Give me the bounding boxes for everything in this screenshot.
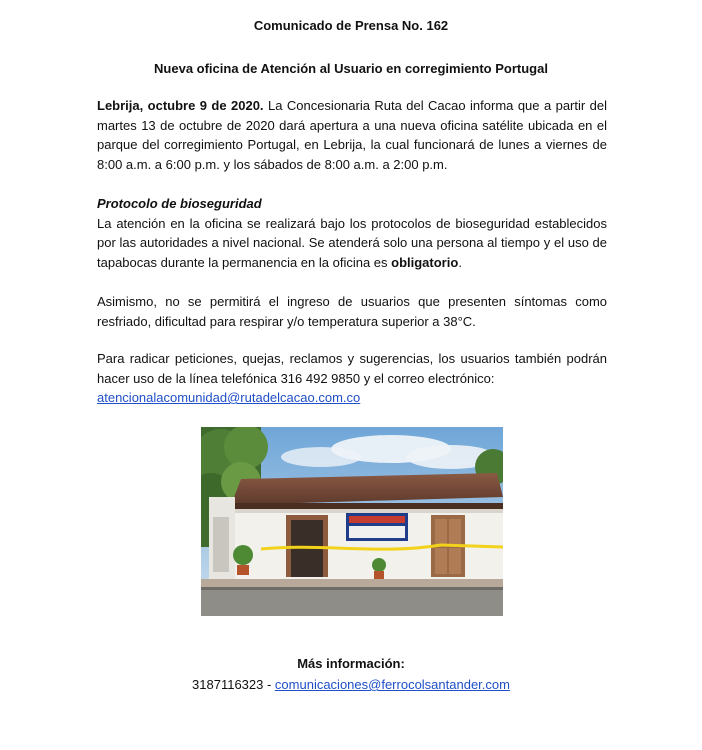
intro-text: La Concesionaria Ruta del Cacao informa que a partir del martes 13 de octubre de 2020 dará apertura a una nueva oficina satélite ubicada en el parque del corregimiento Portugal, en Lebrija, la cual funcionará de lunes a viernes de 8:00 a.m. a 6:00 p.m. y los sábados de 8:00 a.m. a 2:00 p.m.	[97, 98, 607, 172]
communications-email-link[interactable]: comunicaciones@ferrocolsantander.com	[274, 677, 510, 692]
protocol-text: La atención en la oficina se realizará bajo los protocolos de bioseguridad establecidos por las autoridades a nivel nacional. Se atenderá solo una persona al tiempo y el uso de tapabocas durante la permanencia en la oficina es	[97, 215, 607, 270]
dateline: Lebrija, octubre 9 de 2020.	[97, 98, 264, 113]
contact-text: Para radicar peticiones, quejas, reclamos y sugerencias, los usuarios también podrán hacer uso de la línea telefónica 316 492 9850 y el correo electrónico:	[97, 351, 607, 386]
protocol-heading: Protocolo de bioseguridad	[97, 196, 262, 211]
paragraph-protocol	[97, 194, 607, 272]
more-info-heading: Más información:	[297, 656, 405, 671]
paragraph-symptoms: Asimismo, no se permitirá el ingreso de usuarios que presenten síntomas como resfriado, dificultad para respirar y/o temperatura superior a 38°C.	[97, 294, 607, 329]
paragraph-intro	[97, 96, 607, 174]
contact-line	[0, 677, 702, 692]
community-email-link[interactable]: atencionalacomunidad@rutadelcacao.com.co	[97, 390, 361, 405]
office-photo	[201, 427, 503, 616]
mandatory-text: obligatorio	[391, 254, 459, 270]
contact-phone: 3187116323 -	[192, 677, 275, 692]
press-release-number: Comunicado de Prensa No. 162	[253, 18, 449, 33]
headline: Nueva oficina de Atención al Usuario en corregimiento Portugal	[154, 61, 548, 76]
paragraph-contact	[97, 349, 607, 408]
protocol-period: .	[458, 254, 462, 270]
